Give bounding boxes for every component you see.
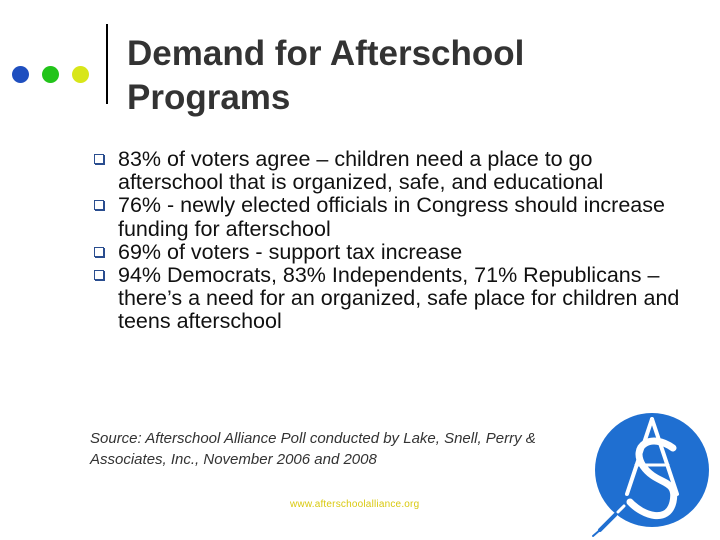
square-bullet-icon xyxy=(94,200,104,210)
title-divider xyxy=(106,24,108,104)
bullet-item xyxy=(94,241,694,264)
square-bullet-icon xyxy=(94,270,104,280)
bullet-text: 76% - newly elected officials in Congress should increase funding for afterschool xyxy=(118,193,665,241)
bullet-item xyxy=(94,264,694,334)
bullet-text: 83% of voters agree – children need a place to go afterschool that is organized, safe, and educational xyxy=(118,147,604,195)
decorative-dots xyxy=(12,66,92,84)
yellow-dot-icon xyxy=(72,66,89,83)
square-bullet-icon xyxy=(94,154,104,164)
bullet-text: 69% of voters - support tax increase xyxy=(118,239,463,264)
slide-title: Demand for Afterschool Programs xyxy=(127,34,525,117)
bullet-text: 94% Democrats, 83% Independents, 71% Republicans – there’s a need for an organized, safe place for children and teens afterschool xyxy=(118,263,680,334)
square-bullet-icon xyxy=(94,247,104,257)
green-dot-icon xyxy=(42,66,59,83)
footer-url: www.afterschoolalliance.org xyxy=(290,499,420,510)
blue-dot-icon xyxy=(12,66,29,83)
bullet-list xyxy=(94,148,694,334)
bullet-item xyxy=(94,194,694,240)
bullet-item xyxy=(94,148,694,194)
afterschool-alliance-logo-icon xyxy=(590,408,714,538)
source-citation: Source: Afterschool Alliance Poll conducted by Lake, Snell, Perry & Associates, Inc., November 2006 and 2008 xyxy=(90,430,536,468)
